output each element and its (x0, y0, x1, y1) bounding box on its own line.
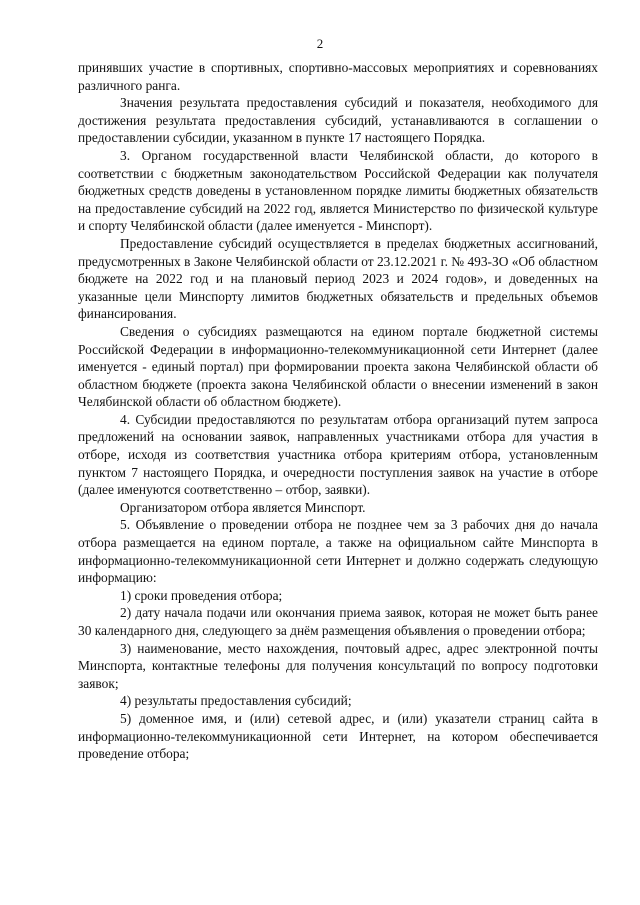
list-item-4: 4) результаты предоставления субсидий; (120, 693, 352, 709)
page-number: 2 (316, 36, 324, 51)
list-item-5: 5) доменное имя, и (или) сетевой адрес, и (или) указатели страниц сайта в информационно-телекоммуникационной сети Интернет, на котором обеспечивается проведение отбора; (78, 710, 598, 762)
document-body (78, 59, 598, 763)
paragraph-continuation: принявших участие в спортивных, спортивно-массовых мероприятиях и соревнованиях различного ранга. (78, 60, 598, 93)
list-item-2: 2) дату начала подачи или окончания приема заявок, которая не может быть ранее 30 календарного дня, следующего за днём размещения объявления о проведении отбора; (78, 605, 598, 638)
paragraph-organizer: Организатором отбора является Минспорт. (120, 499, 366, 515)
list-item-1: 1) сроки проведения отбора; (120, 587, 283, 603)
list-item-3: 3) наименование, место нахождения, почтовый адрес, адрес электронной почты Минспорта, контактные телефоны для получения консультаций по вопросу подготовки заявок; (78, 640, 598, 691)
paragraph-result-values: Значения результата предоставления субсидий и показателя, необходимого для достижения результата предоставления субсидий, устанавливаются в соглашении о предоставлении субсидии, указанном в пункте 17 настоящего Порядка. (78, 95, 598, 146)
paragraph-item-4: 4. Субсидии предоставляются по результатам отбора организаций путем запроса предложений на основании заявок, направленных участниками отбора для участия в отборе, исходя из соответствия участника отбора критериям отбора, установленным пунктом 7 настоящего Порядка, и очередности поступления заявок на участие в отборе (далее именуются соответственно – отбор, заявки). (78, 411, 598, 498)
paragraph-budget-allocation: Предоставление субсидий осуществляется в пределах бюджетных ассигнований, предусмотренных в Законе Челябинской области от 23.12.2021 г. № 493-ЗО «Об областном бюджете на 2022 год и на плановый период 2023 и 2024 годов», и доведенных на указанные цели Минспорту лимитов бюджетных обязательств и предельных объемов финансирования. (78, 235, 598, 322)
paragraph-item-5: 5. Объявление о проведении отбора не позднее чем за 3 рабочих дня до начала отбора размещается на едином портале, а также на официальном сайте Минспорта в информационно-телекоммуникационной сети Интернет и должно содержать следующую информацию: (78, 517, 598, 586)
paragraph-item-3: 3. Органом государственной власти Челябинской области, до которого в соответствии с бюджетным законодательством Российской Федерации как получателя бюджетных средств доведены в установленном порядке лимиты бюджетных обязательств на предоставление субсидий на 2022 год, является Министерство по физической культуре и спорту Челябинской области (далее именуется - Минспорт). (78, 147, 598, 234)
paragraph-portal-info: Сведения о субсидиях размещаются на едином портале бюджетной системы Российской Федерации в информационно-телекоммуникационной сети Интернет (далее именуется - единый портал) при формировании проекта закона Челябинской области об областном бюджете (проекта закона Челябинской области о внесении изменений в закон Челябинской области об областном бюджете). (78, 323, 598, 410)
